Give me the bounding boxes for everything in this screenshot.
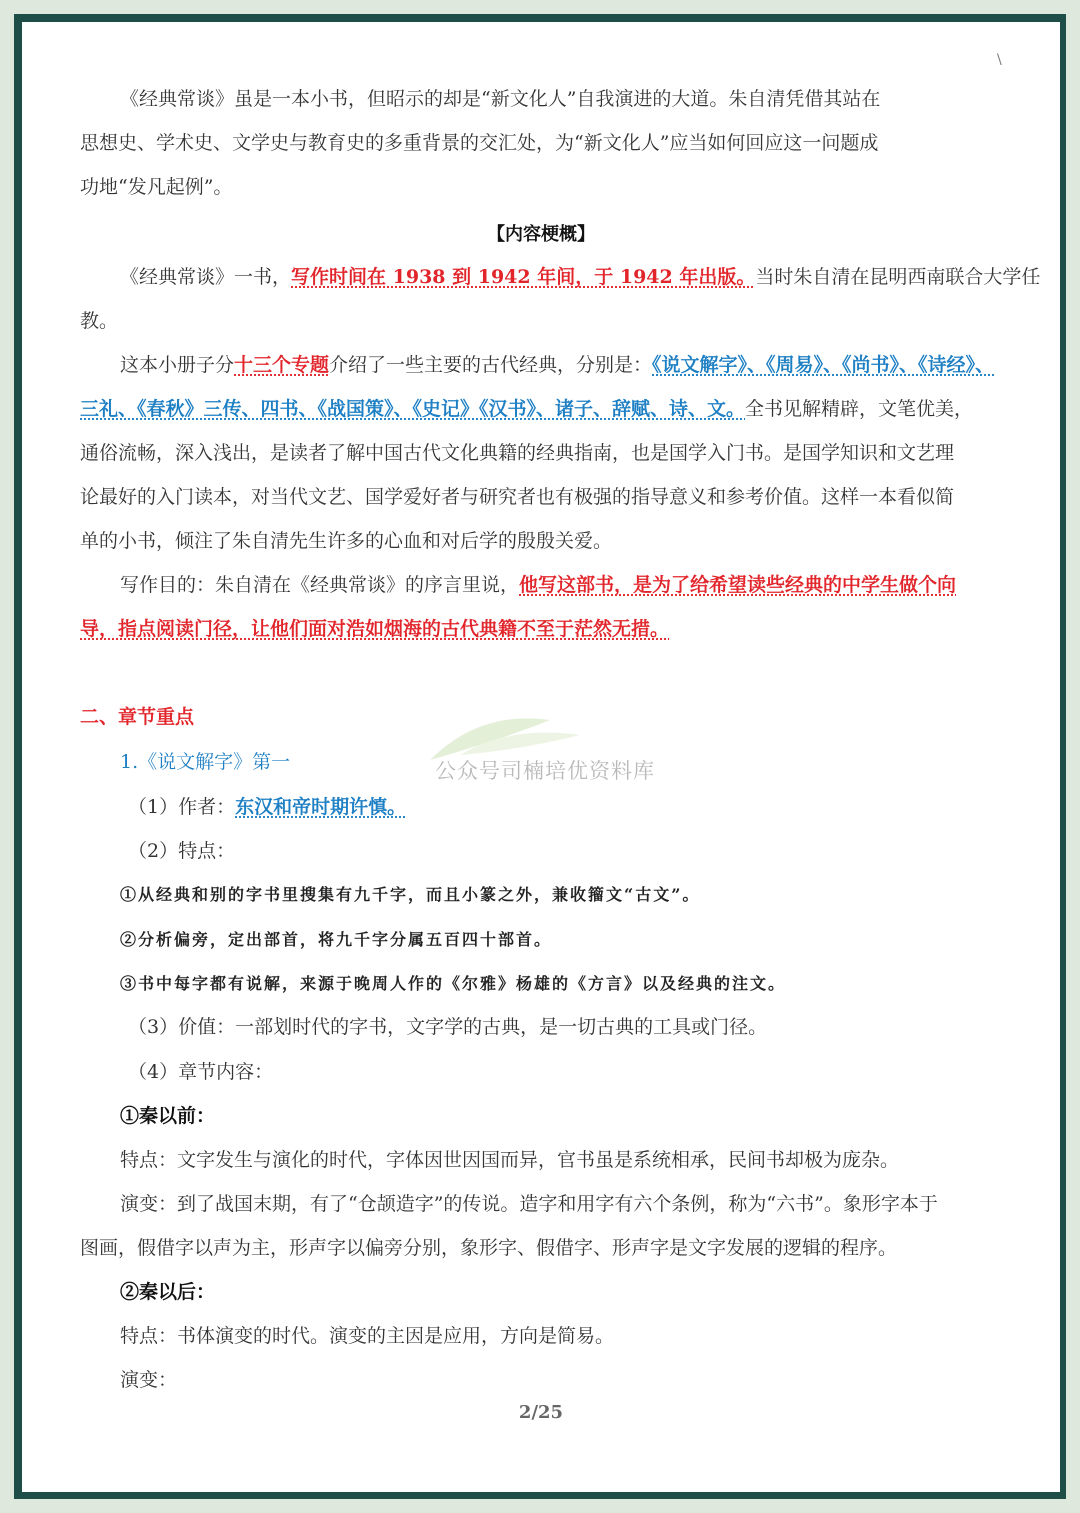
author-value: 东汉和帝时期许慎。 bbox=[235, 796, 407, 818]
feature-1: ①从经典和别的字书里搜集有九千字，而且小篆之外，兼收籀文“古文”。 bbox=[120, 885, 701, 904]
summary-p2-line1 bbox=[120, 352, 1055, 378]
intro-line-3: 功地“发凡起例”。 bbox=[80, 176, 233, 198]
page-number: 2/25 bbox=[518, 1402, 564, 1423]
watermark-text: 公众号司楠培优资料库 bbox=[435, 759, 655, 783]
author-line bbox=[128, 794, 1060, 820]
summary-p2-highlight: 十三个专题 bbox=[234, 354, 330, 376]
post-qin-heading: ②秦以后： bbox=[120, 1281, 216, 1303]
summary-p2-line5: 单的小书，倾注了朱自清先生许多的心血和对后学的殷殷关爱。 bbox=[80, 530, 613, 552]
intro-line-2: 思想史、学术史、文学史与教育史的多重背景的交汇处，为“新文化人”应当如何回应这一问题成 bbox=[80, 132, 879, 154]
summary-p2-a: 这本小册子分 bbox=[120, 354, 235, 376]
feature-3: ③书中每字都有说解，来源于晚周人作的《尔雅》杨雄的《方言》以及经典的注文。 bbox=[120, 974, 787, 993]
value-line: （3）价值：一部划时代的字书，文字学的古典，是一切古典的工具或门径。 bbox=[128, 1016, 768, 1038]
post-qin-feature: 特点：书体演变的时代。演变的主因是应用，方向是简易。 bbox=[120, 1325, 615, 1347]
summary-p2-line4: 论最好的入门读本，对当代文艺、国学爱好者与研究者也有极强的指导意义和参考价值。这样一本看似简 bbox=[80, 486, 955, 508]
summary-p2-line3: 通俗流畅，深入浅出，是读者了解中国古代文化典籍的经典指南，也是国学入门书。是国学知识和文艺理 bbox=[80, 442, 955, 464]
feature-2: ②分析偏旁，定出部首，将九千字分属五百四十部首。 bbox=[120, 930, 553, 949]
summary-p1-line1 bbox=[120, 264, 1055, 290]
summary-p2-books-2: 三礼、《春秋》三传、四书、《战国策》、《史记》《汉书》、诸子、辞赋、诗、文。 bbox=[80, 398, 746, 420]
post-qin-evolution: 演变： bbox=[120, 1369, 178, 1391]
summary-p2-c: 全书见解精辟，文笔优美， bbox=[745, 398, 974, 420]
summary-p1-b: 当时朱自清在昆明西南联合大学任 bbox=[755, 266, 1041, 288]
author-label: （1）作者： bbox=[128, 796, 236, 818]
section-title: 二、章节重点 bbox=[80, 706, 195, 728]
summary-p3-line1 bbox=[120, 572, 1055, 598]
chapter-title: 1.《说文解字》第一 bbox=[120, 751, 291, 773]
summary-title: 【内容梗概】 bbox=[487, 224, 595, 245]
document-page bbox=[22, 22, 1060, 1492]
content-label: （4）章节内容： bbox=[128, 1061, 274, 1083]
features-label: （2）特点： bbox=[128, 840, 236, 862]
pre-qin-evolution-1: 演变：到了战国末期，有了“仓颉造字”的传说。造字和用字有六个条例，称为“六书”。象形字本于 bbox=[120, 1193, 938, 1215]
pre-qin-evolution-2: 图画，假借字以声为主，形声字以偏旁分别，象形字、假借字、形声字是文字发展的逻辑的程序。 bbox=[80, 1237, 898, 1259]
summary-p2-books-1: 《说文解字》、《周易》、《尚书》、《诗经》、 bbox=[652, 354, 995, 376]
summary-p2-line2 bbox=[80, 396, 1015, 422]
summary-p2-b: 介绍了一些主要的古代经典，分别是： bbox=[329, 354, 653, 376]
summary-p1-highlight: 写作时间在 1938 到 1942 年间，于 1942 年出版。 bbox=[291, 266, 756, 288]
summary-p1-a: 《经典常谈》一书， bbox=[120, 266, 292, 288]
intro-line-1: 《经典常谈》虽是一本小书，但昭示的却是“新文化人”自我演进的大道。朱自清凭借其站在 bbox=[120, 88, 881, 110]
summary-p3-highlight-1: 他写这部书，是为了给希望读些经典的中学生做个向 bbox=[519, 574, 957, 596]
summary-p3-line2 bbox=[80, 616, 1015, 642]
pre-qin-heading: ①秦以前： bbox=[120, 1105, 216, 1127]
summary-p1-line2: 教。 bbox=[80, 310, 119, 332]
summary-p3-a: 写作目的：朱自清在《经典常谈》的序言里说， bbox=[120, 574, 520, 596]
corner-mark: \ bbox=[997, 52, 1002, 68]
pre-qin-feature: 特点：文字发生与演化的时代，字体因世因国而异，官书虽是系统相承，民间书却极为庞杂。 bbox=[120, 1149, 900, 1171]
summary-p3-highlight-2: 导，指点阅读门径，让他们面对浩如烟海的古代典籍不至于茫然无措。 bbox=[80, 618, 670, 640]
